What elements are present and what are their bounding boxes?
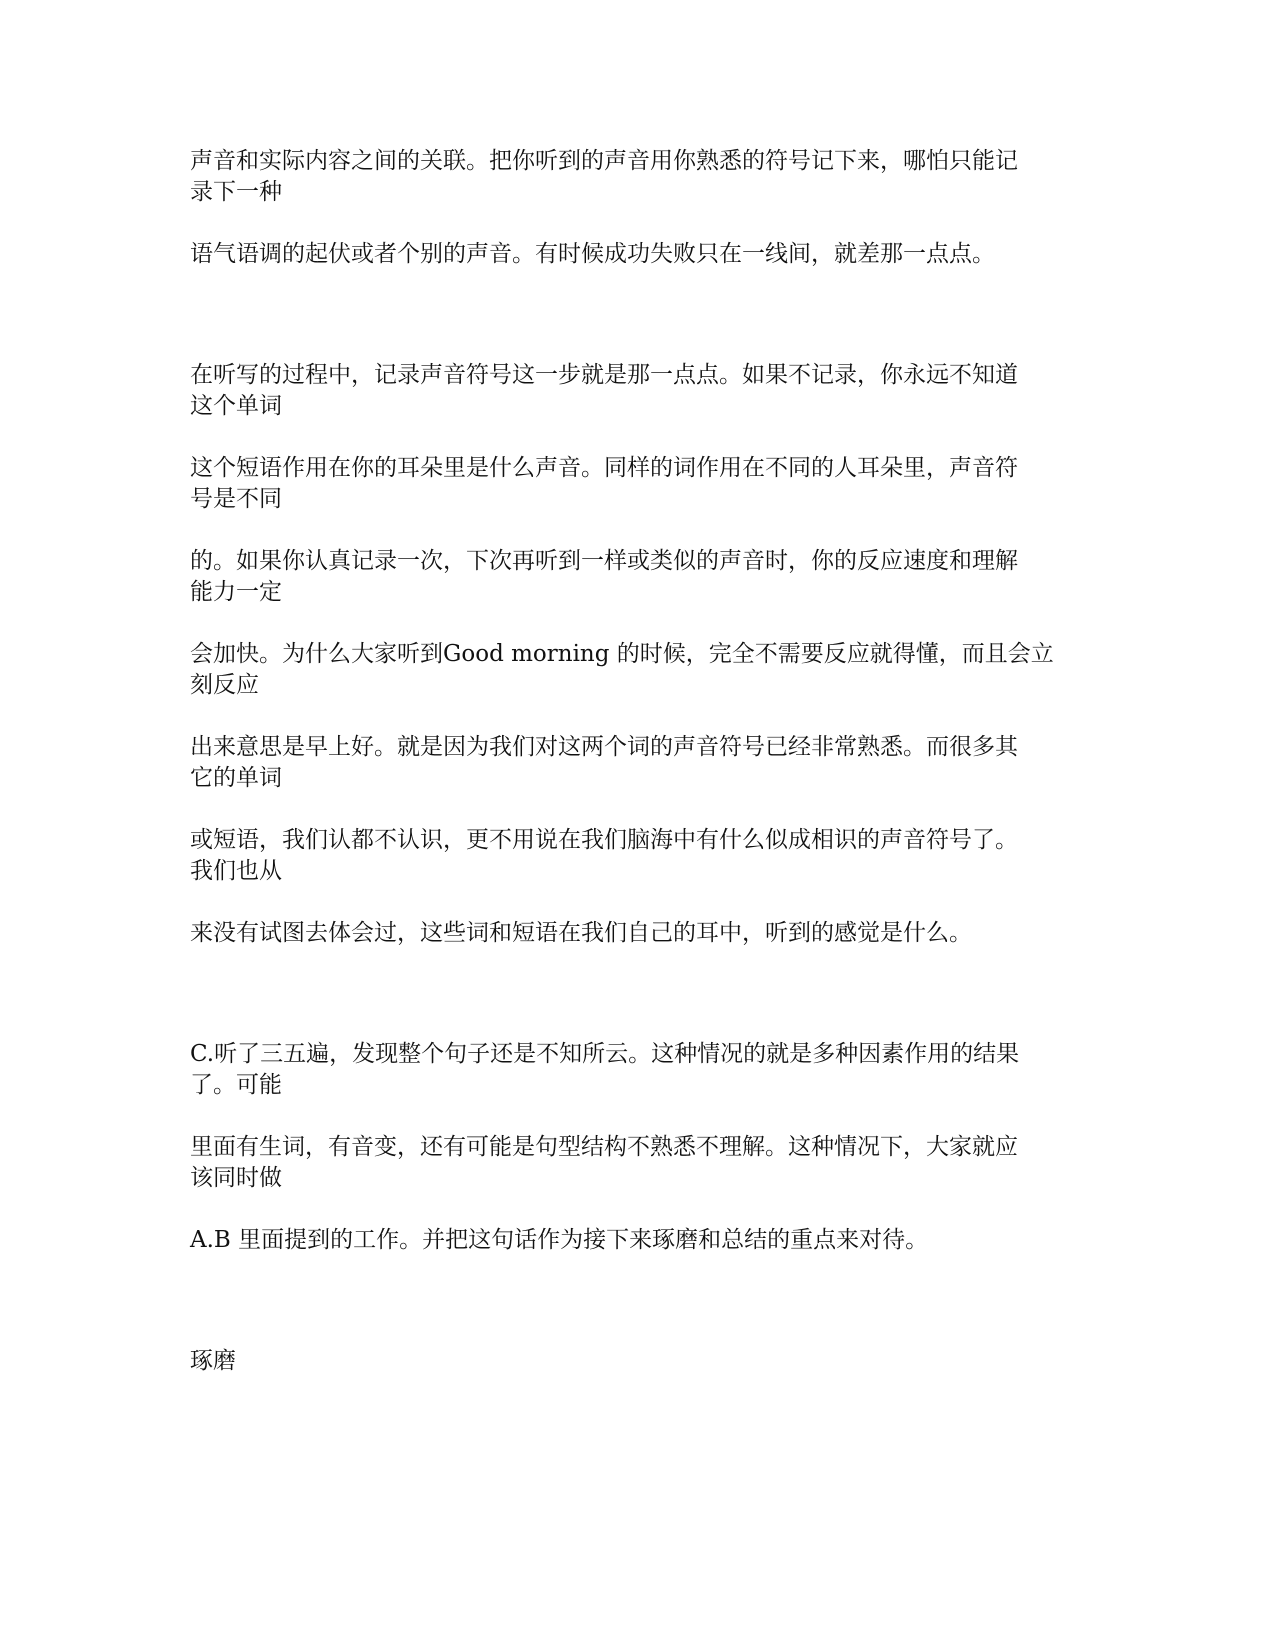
text-line: 号是不同	[190, 486, 282, 512]
paragraph-10	[190, 1039, 1090, 1101]
text-line: 在听写的过程中，记录声音符号这一步就是那一点点。如果不记录，你永远不知道	[190, 362, 1018, 388]
paragraph-5	[190, 546, 1090, 608]
paragraph-13	[190, 1346, 1090, 1377]
text-line: 语气语调的起伏或者个别的声音。有时候成功失败只在一线间，就差那一点点。	[190, 241, 995, 267]
text-line: 这个短语作用在你的耳朵里是什么声音。同样的词作用在不同的人耳朵里，声音符	[190, 455, 1018, 481]
text-line: 声音和实际内容之间的关联。把你听到的声音用你熟悉的符号记下来，哪怕只能记	[190, 148, 1018, 174]
paragraph-7	[190, 732, 1090, 794]
text-line: 或短语，我们认都不认识，更不用说在我们脑海中有什么似成相识的声音符号了。	[190, 827, 1018, 853]
paragraph-6	[190, 639, 1090, 701]
text-line: 了。可能	[190, 1072, 282, 1098]
text-line: 它的单词	[190, 765, 282, 791]
paragraph-2	[190, 239, 1090, 270]
text-line: 里面有生词，有音变，还有可能是句型结构不熟悉不理解。这种情况下，大家就应	[190, 1134, 1018, 1160]
text-line: 来没有试图去体会过，这些词和短语在我们自己的耳中，听到的感觉是什么。	[190, 920, 972, 946]
text-line: 会加快。为什么大家听到Good morning 的时候，完全不需要反应就得懂，而且会立	[190, 641, 1054, 667]
text-line: 琢磨	[190, 1348, 236, 1374]
text-line: A.B 里面提到的工作。并把这句话作为接下来琢磨和总结的重点来对待。	[190, 1227, 929, 1253]
paragraph-1	[190, 146, 1090, 208]
text-line: 我们也从	[190, 858, 282, 884]
text-line: C.听了三五遍，发现整个句子还是不知所云。这种情况的就是多种因素作用的结果	[190, 1041, 1020, 1067]
paragraph-11	[190, 1132, 1090, 1194]
text-line: 该同时做	[190, 1165, 282, 1191]
paragraph-9	[190, 918, 1090, 949]
paragraph-3	[190, 360, 1090, 422]
paragraph-8	[190, 825, 1090, 887]
text-line: 这个单词	[190, 393, 282, 419]
text-line: 出来意思是早上好。就是因为我们对这两个词的声音符号已经非常熟悉。而很多其	[190, 734, 1018, 760]
text-line: 刻反应	[190, 672, 259, 698]
paragraph-4	[190, 453, 1090, 515]
text-line: 的。如果你认真记录一次，下次再听到一样或类似的声音时，你的反应速度和理解	[190, 548, 1018, 574]
paragraph-12	[190, 1225, 1090, 1256]
text-line: 能力一定	[190, 579, 282, 605]
text-line: 录下一种	[190, 179, 282, 205]
